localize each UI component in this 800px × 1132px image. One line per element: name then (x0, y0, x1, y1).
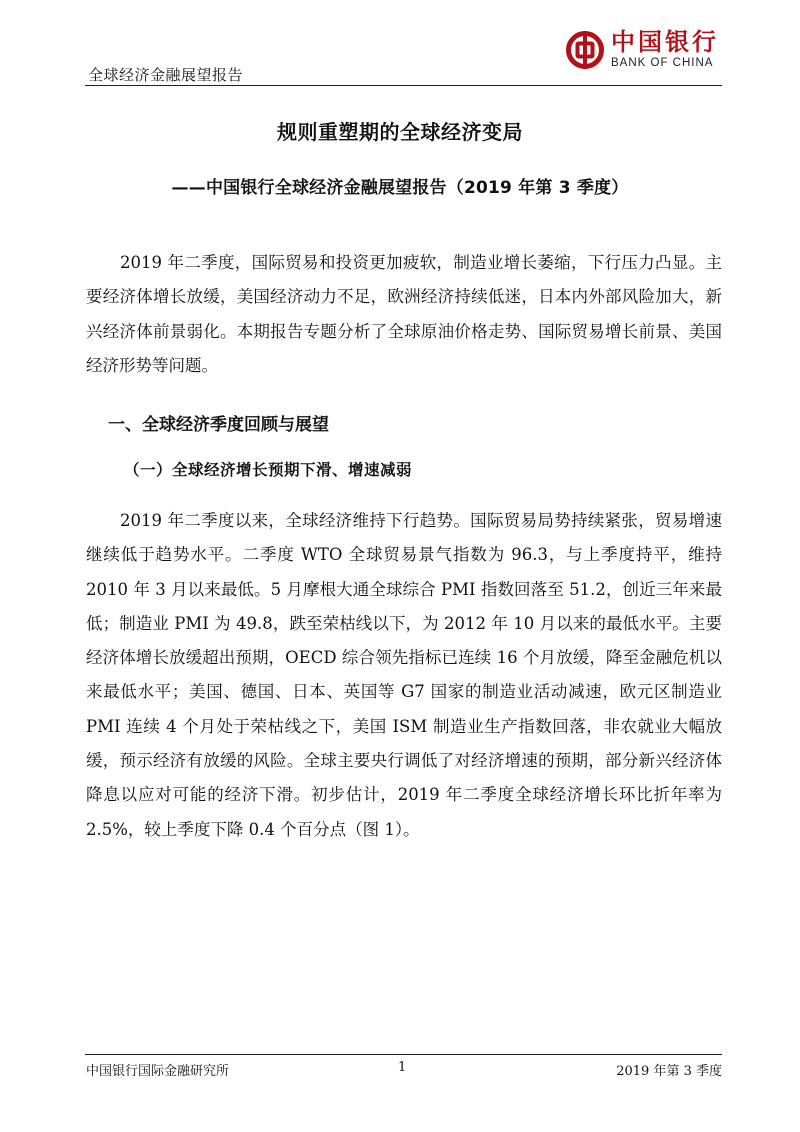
page-subtitle: ——中国银行全球经济金融展望报告（2019 年第 3 季度） (171, 178, 629, 198)
page-title: 规则重塑期的全球经济变局 (277, 120, 523, 144)
bank-logo (565, 30, 719, 70)
section-heading: 一、全球经济季度回顾与展望 (108, 415, 329, 435)
header-divider (85, 85, 722, 86)
logo-name-cn: 中国银行 (611, 28, 719, 57)
logo-name-en: BANK OF CHINA (611, 57, 714, 70)
body-paragraph: 2019 年二季度以来，全球经济维持下行趋势。国际贸易局势持续紧张，贸易增速继续低于趋势水平。二季度 WTO 全球贸易景气指数为 96.3，与上季度持平，维持 2010 年 3 月以来最低。5 月摩根大通全球综合 PMI 指数回落至 51.2，创近三年来最低；制造业 PMI 为 49.8，跌至荣枯线以下，为 2012 年 10 月以来的最低水平。主要经济体增长放缓超出预期，OECD 综合领先指标已连续 16 个月放缓，降至金融危机以来最低水平；美国、德国、日本、英国等 G7 国家的制造业活动减速，欧元区制造业 PMI 连续 4 个月处于荣枯线之下，美国 ISM 制造业生产指数回落，非农就业大幅放缓，预示经济有放缓的风险。全球主要央行调低了对经济增速的预期，部分新兴经济体降息以应对可能的经济下滑。初步估计，2019 年二季度全球经济增长环比折年率为 2.5%，较上季度下降 0.4 个百分点（图 1）。 (86, 511, 722, 839)
subsection-heading: （一）全球经济增长预期下滑、增速减弱 (124, 461, 413, 479)
bank-of-china-emblem-icon (565, 30, 605, 70)
footer-period: 2019 年第 3 季度 (616, 1064, 722, 1079)
logo-text (611, 30, 719, 70)
footer-institute: 中国银行国际金融研究所 (86, 1064, 230, 1079)
intro-paragraph: 2019 年二季度，国际贸易和投资更加疲软，制造业增长萎缩，下行压力凸显。主要经济体增长放缓，美国经济动力不足，欧洲经济持续低迷，日本内外部风险加大，新兴经济体前景弱化。本期报告专题分析了全球原油价格走势、国际贸易增长前景、美国经济形势等问题。 (86, 253, 722, 375)
footer-divider (85, 1054, 722, 1055)
report-header-title: 全球经济金融展望报告 (88, 66, 244, 84)
page-number: 1 (398, 1060, 407, 1075)
